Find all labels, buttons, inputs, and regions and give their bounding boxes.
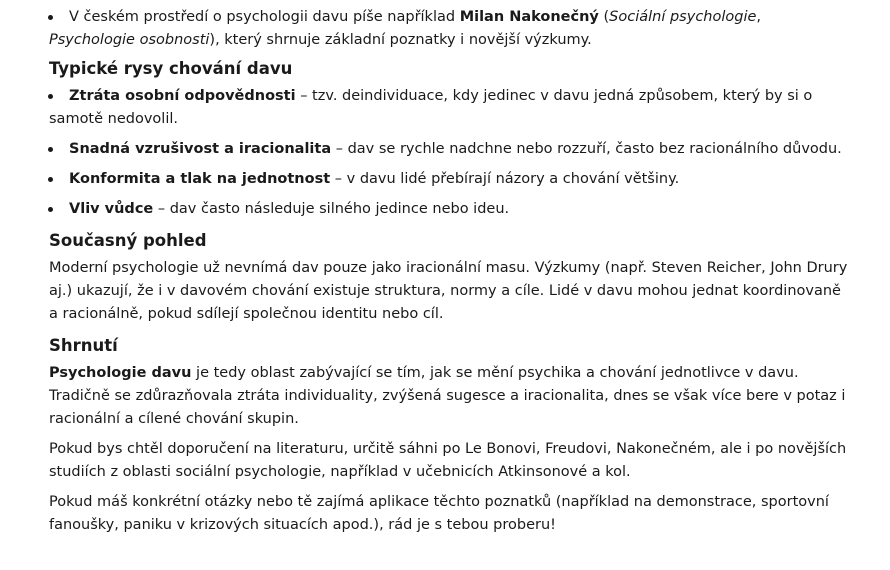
section-heading-current: Současný pohled [49,231,207,250]
section-heading-summary: Shrnutí [49,336,118,355]
paragraph-summary [49,362,848,431]
list-item-term: Ztráta osobní odpovědnosti [69,88,296,104]
list-item [49,85,848,131]
list-item [49,138,848,161]
list-item-term: Snadná vzrušivost a iracionalita [69,141,332,157]
list-item-desc: – tzv. deindividuace, kdy jedinec v davu jedná způsobem, který by si o samotě nedovolil. [49,88,813,127]
author-name: Milan Nakonečný [459,9,599,25]
list-item [49,198,848,221]
paragraph-literature: Pokud bys chtěl doporučení na literaturu, určitě sáhni po Le Bonovi, Freudovi, Nakonečném, ale i po novějších studiích z oblasti sociální psychologie, například v učebnicích Atkinsonové a kol. [49,441,847,480]
list-item-term: Vliv vůdce [69,201,154,217]
summary-text: je tedy oblast zabývající se tím, jak se mění psychika a chování jednotlivce v davu. Tradičně se zdůrazňovala ztráta individuality, zvýšená sugesce a iracionalita, dnes se však více bere v potaz i racionální a cílené chování skupin. [49,365,846,427]
paragraph-current: Moderní psychologie už nevnímá dav pouze jako iracionální masu. Výzkumy (např. Steven Reicher, John Drury aj.) ukazují, že i v davovém chování existuje struktura, normy a cíle. Lidé v davu mohou jednat koordinovaně a racionálně, pokud sdílejí společnou identitu nebo cíl. [49,260,848,322]
list-item-desc: – dav často následuje silného jedince nebo ideu. [153,201,510,217]
list-item [49,168,848,191]
book-title: Psychologie osobnosti [49,32,210,48]
list-item-desc: – dav se rychle nadchne nebo rozzuří, často bez racionálního důvodu. [331,141,842,157]
book-title: Sociální psychologie [609,9,757,25]
list-item-term: Konformita a tlak na jednotnost [69,171,331,187]
paragraph-closing: Pokud máš konkrétní otázky nebo tě zajímá aplikace těchto poznatků (například na demonstrace, sportovní fanoušky, paniku v krizových situacích apod.), rád je s tebou proberu! [49,494,829,533]
intro-list [49,6,848,52]
list-item-text: V českém prostředí o psychologii davu píše například [69,9,456,25]
summary-term: Psychologie davu [49,365,192,381]
list-item-desc: – v davu lidé přebírají názory a chování většiny. [330,171,680,187]
list-item-text: , [756,9,762,25]
list-item-text: ( [598,9,610,25]
traits-list [49,85,848,221]
list-item [49,6,848,52]
section-heading-traits: Typické rysy chování davu [49,59,293,78]
list-item-text: ), který shrnuje základní poznatky i novější výzkumy. [209,32,592,48]
